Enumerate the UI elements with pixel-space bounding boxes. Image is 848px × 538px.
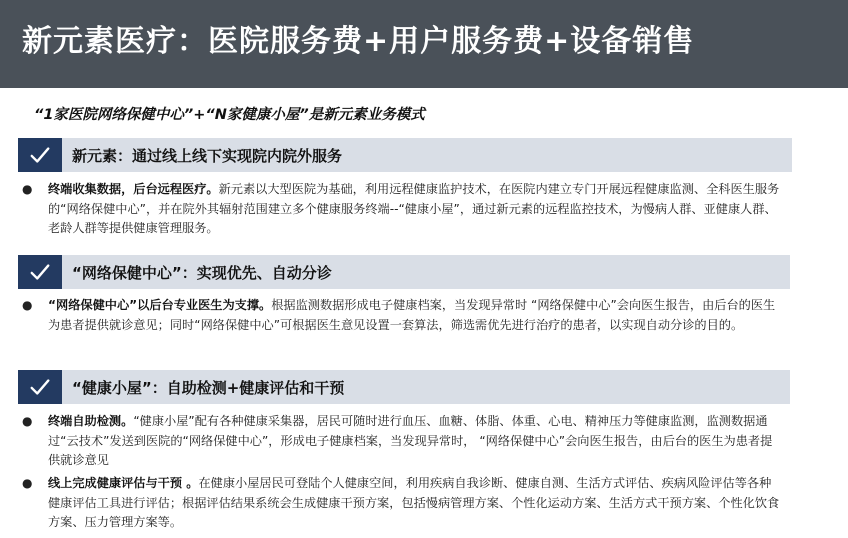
bullet-lead: 终端收集数据，后台远程医疗。 [48, 182, 219, 196]
bullet-item [22, 180, 782, 239]
section-header-new-element [18, 138, 792, 172]
bullet-text: “健康小屋”配有各种健康采集器，居民可随时进行血压、血糖、体脂、体重、心电、精神压力等健康监测，监测数据通过“云技术”发送到医院的“网络保健中心”，形成电子健康档案，当发现异常时， “网络保健中心”会向医生报告，由后台的医生为患者提供就诊意见 [48, 414, 773, 467]
bullet-lead: 终端自助检测。 [48, 414, 134, 428]
section-header-network-center [18, 255, 790, 289]
checkmark-icon [18, 370, 62, 404]
bullet-text: 新元素以大型医院为基础，利用远程健康监护技术，在医院内建立专门开展远程健康监测、全科医生服务的“网络保健中心”，并在院外其辐射范围建立多个健康服务终端--“健康小屋”，通过新元素的远程监控技术，为慢病人群、亚健康人群、老龄人群等提供健康管理服务。 [48, 182, 780, 235]
bullet-item [22, 412, 782, 471]
bullet-dot-icon: ● [22, 476, 33, 490]
section-header-health-hut [18, 370, 790, 404]
section-title: “网络保健中心”：实现优先、自动分诊 [72, 264, 332, 282]
bullet-dot-icon: ● [22, 182, 33, 196]
checkmark-icon [18, 255, 62, 289]
title-bar [0, 0, 848, 88]
bullet-text: 根据监测数据形成电子健康档案，当发现异常时 “网络保健中心”会向医生报告，由后台的医生为患者提供就诊意见；同时“网络保健中心”可根据医生意见设置一套算法，筛选需优先进行治疗的患者，以实现自动分诊的目的。 [48, 298, 776, 332]
page-subtitle: “1家医院网络保健中心”+“N家健康小屋”是新元素业务模式 [34, 107, 425, 123]
bullet-dot-icon: ● [22, 298, 33, 312]
bullet-dot-icon: ● [22, 414, 33, 428]
page-title: 新元素医疗：医院服务费+用户服务费+设备销售 [22, 24, 695, 59]
section-title: 新元素：通过线上线下实现院内院外服务 [72, 147, 343, 165]
bullet-text: 在健康小屋居民可登陆个人健康空间，利用疾病自我诊断、健康自测、生活方式评估、疾病风险评估等各种健康评估工具进行评估；根据评估结果系统会生成健康干预方案，包括慢病管理方案、个性化运动方案、生活方式干预方案、个性化饮食方案、压力管理方案等。 [48, 476, 780, 529]
checkmark-icon [18, 138, 62, 172]
bullet-lead: 线上完成健康评估与干预 。 [48, 476, 199, 490]
bullet-lead: “网络保健中心”以后台专业医生为支撑。 [48, 298, 272, 312]
section-title: “健康小屋”：自助检测+健康评估和干预 [72, 379, 345, 397]
bullet-item [22, 474, 782, 533]
bullet-item [22, 296, 782, 335]
